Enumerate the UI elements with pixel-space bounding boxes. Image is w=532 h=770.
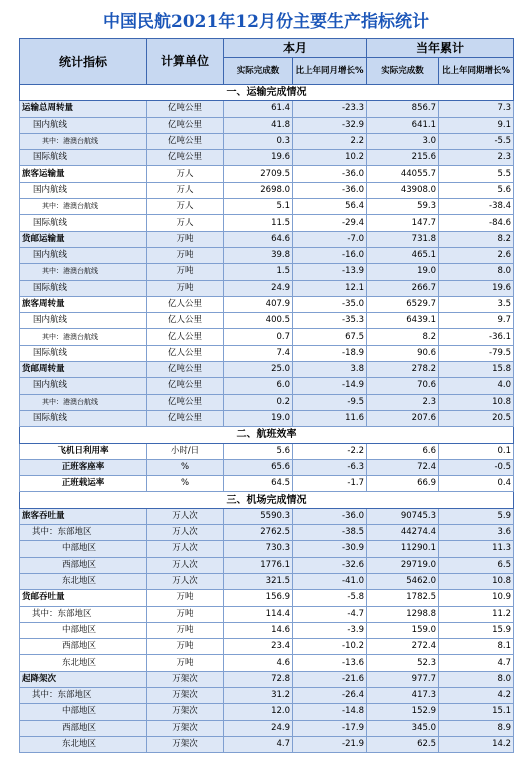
unit-cell: 万人次	[147, 541, 224, 557]
unit-header: 计算单位	[147, 39, 224, 85]
month-yoy-cell: -4.7	[293, 606, 367, 622]
section-row	[20, 427, 514, 443]
month-actual-cell: 1.5	[224, 264, 293, 280]
month-actual-cell: 64.6	[224, 231, 293, 247]
indicator-name: 国际航线	[20, 345, 147, 361]
ytd-yoy-cell: 10.9	[439, 590, 514, 606]
month-actual-cell: 407.9	[224, 296, 293, 312]
month-actual-cell: 2762.5	[224, 525, 293, 541]
table-row	[20, 573, 514, 589]
ytd-yoy-cell: -0.5	[439, 459, 514, 475]
unit-cell: 万人次	[147, 508, 224, 524]
month-actual-cell: 6.0	[224, 378, 293, 394]
table-row	[20, 117, 514, 133]
table-row	[20, 508, 514, 524]
indicator-name: 东北地区	[20, 736, 147, 752]
month-actual-cell: 5.1	[224, 199, 293, 215]
month-yoy-cell: -35.0	[293, 296, 367, 312]
month-actual-cell: 0.2	[224, 394, 293, 410]
month-yoy-cell: -36.0	[293, 166, 367, 182]
ytd-yoy-cell: 15.9	[439, 622, 514, 638]
ytd-actual-cell: 159.0	[367, 622, 439, 638]
unit-cell: 亿吨公里	[147, 410, 224, 426]
unit-cell: 万架次	[147, 687, 224, 703]
table-row	[20, 264, 514, 280]
ytd-actual-cell: 72.4	[367, 459, 439, 475]
section-row	[20, 492, 514, 508]
unit-cell: 亿人公里	[147, 345, 224, 361]
indicator-name: 国内航线	[20, 313, 147, 329]
table-row	[20, 459, 514, 475]
month-yoy-cell: 3.8	[293, 362, 367, 378]
table-row	[20, 101, 514, 117]
ytd-yoy-cell: 8.9	[439, 720, 514, 736]
ytd-yoy-cell: 20.5	[439, 410, 514, 426]
month-actual-cell: 39.8	[224, 247, 293, 263]
unit-cell: 万吨	[147, 280, 224, 296]
month-yoy-cell: -38.5	[293, 525, 367, 541]
unit-cell: 亿吨公里	[147, 378, 224, 394]
ytd-yoy-cell: 15.8	[439, 362, 514, 378]
month-yoy-cell: -29.4	[293, 215, 367, 231]
month-yoy-cell: -2.2	[293, 443, 367, 459]
month-yoy-cell: -23.3	[293, 101, 367, 117]
unit-cell: 万架次	[147, 671, 224, 687]
ytd-actual-cell: 90.6	[367, 345, 439, 361]
ytd-yoy-cell: 3.6	[439, 525, 514, 541]
ytd-yoy-cell: 8.0	[439, 671, 514, 687]
unit-cell: 万人次	[147, 557, 224, 573]
month-yoy-cell: 11.6	[293, 410, 367, 426]
month-actual-cell: 64.5	[224, 476, 293, 492]
table-row	[20, 231, 514, 247]
month-yoy-cell: -18.9	[293, 345, 367, 361]
month-yoy-cell: 10.2	[293, 150, 367, 166]
month-actual-cell: 5590.3	[224, 508, 293, 524]
unit-cell: 亿人公里	[147, 296, 224, 312]
month-yoy-cell: -26.4	[293, 687, 367, 703]
indicator-name: 货邮运输量	[20, 231, 147, 247]
ytd-yoy-cell: 5.9	[439, 508, 514, 524]
month-actual-cell: 114.4	[224, 606, 293, 622]
indicator-name: 国内航线	[20, 378, 147, 394]
indicator-name: 旅客周转量	[20, 296, 147, 312]
unit-cell: 万吨	[147, 639, 224, 655]
table-row	[20, 362, 514, 378]
ytd-actual-cell: 465.1	[367, 247, 439, 263]
ytd-yoy-cell: 8.0	[439, 264, 514, 280]
unit-cell: 万吨	[147, 622, 224, 638]
month-yoy-cell: -17.9	[293, 720, 367, 736]
month-actual-cell: 11.5	[224, 215, 293, 231]
month-yoy-cell: 67.5	[293, 329, 367, 345]
unit-cell: 亿吨公里	[147, 101, 224, 117]
ytd-yoy-cell: -5.5	[439, 133, 514, 149]
month-yoy-cell: 2.2	[293, 133, 367, 149]
table-row	[20, 378, 514, 394]
month-yoy-cell: -13.9	[293, 264, 367, 280]
ytd-actual-cell: 43908.0	[367, 182, 439, 198]
unit-cell: %	[147, 459, 224, 475]
month-actual-cell: 72.8	[224, 671, 293, 687]
month-actual-cell: 24.9	[224, 280, 293, 296]
unit-cell: 万人次	[147, 573, 224, 589]
indicator-name: 中部地区	[20, 622, 147, 638]
ytd-yoy-cell: 19.6	[439, 280, 514, 296]
table-row	[20, 280, 514, 296]
ytd-actual-cell: 70.6	[367, 378, 439, 394]
unit-cell: 万人	[147, 166, 224, 182]
header-row-top	[20, 39, 514, 58]
ytd-actual-cell: 90745.3	[367, 508, 439, 524]
indicator-name: 国际航线	[20, 280, 147, 296]
ytd-yoy-cell: 10.8	[439, 394, 514, 410]
month-actual-cell: 25.0	[224, 362, 293, 378]
month-actual-cell: 5.6	[224, 443, 293, 459]
unit-cell: %	[147, 476, 224, 492]
ytd-yoy-cell: -38.4	[439, 199, 514, 215]
unit-cell: 亿人公里	[147, 313, 224, 329]
unit-cell: 小时/日	[147, 443, 224, 459]
indicator-name: 西部地区	[20, 557, 147, 573]
month-actual-cell: 0.7	[224, 329, 293, 345]
month-actual-header: 实际完成数	[224, 58, 293, 85]
ytd-yoy-cell: 8.2	[439, 231, 514, 247]
ytd-yoy-cell: 5.6	[439, 182, 514, 198]
table-row	[20, 687, 514, 703]
unit-cell: 亿吨公里	[147, 394, 224, 410]
indicator-name: 旅客吞吐量	[20, 508, 147, 524]
indicator-name: 其中：东部地区	[20, 525, 147, 541]
month-actual-cell: 1776.1	[224, 557, 293, 573]
unit-cell: 亿吨公里	[147, 150, 224, 166]
indicator-name: 国际航线	[20, 410, 147, 426]
unit-cell: 亿吨公里	[147, 117, 224, 133]
month-yoy-cell: 12.1	[293, 280, 367, 296]
table-row	[20, 247, 514, 263]
table-row	[20, 476, 514, 492]
month-yoy-cell: -32.9	[293, 117, 367, 133]
ytd-header: 当年累计	[367, 39, 514, 58]
month-actual-cell: 4.7	[224, 736, 293, 752]
month-yoy-cell: -35.3	[293, 313, 367, 329]
table-row	[20, 622, 514, 638]
table-row	[20, 199, 514, 215]
unit-cell: 万人次	[147, 525, 224, 541]
ytd-actual-cell: 977.7	[367, 671, 439, 687]
ytd-yoy-cell: 4.7	[439, 655, 514, 671]
month-yoy-cell: -13.6	[293, 655, 367, 671]
ytd-yoy-cell: 4.0	[439, 378, 514, 394]
indicator-name: 其中：港澳台航线	[20, 199, 147, 215]
ytd-yoy-cell: 14.2	[439, 736, 514, 752]
indicator-name: 正班客座率	[20, 459, 147, 475]
indicator-name: 中部地区	[20, 541, 147, 557]
ytd-actual-cell: 278.2	[367, 362, 439, 378]
month-yoy-cell: -6.3	[293, 459, 367, 475]
ytd-actual-cell: 417.3	[367, 687, 439, 703]
indicator-name: 西部地区	[20, 639, 147, 655]
month-yoy-cell: -21.6	[293, 671, 367, 687]
ytd-actual-cell: 44055.7	[367, 166, 439, 182]
month-actual-cell: 730.3	[224, 541, 293, 557]
table-row	[20, 557, 514, 573]
ytd-actual-cell: 8.2	[367, 329, 439, 345]
ytd-actual-cell: 66.9	[367, 476, 439, 492]
indicator-name: 旅客运输量	[20, 166, 147, 182]
table-row	[20, 655, 514, 671]
indicator-name: 其中：东部地区	[20, 606, 147, 622]
month-actual-cell: 2698.0	[224, 182, 293, 198]
ytd-yoy-cell: 0.4	[439, 476, 514, 492]
indicator-name: 运输总周转量	[20, 101, 147, 117]
month-yoy-cell: -32.6	[293, 557, 367, 573]
unit-cell: 万吨	[147, 247, 224, 263]
month-actual-cell: 24.9	[224, 720, 293, 736]
month-actual-cell: 156.9	[224, 590, 293, 606]
ytd-actual-cell: 5462.0	[367, 573, 439, 589]
month-yoy-cell: -1.7	[293, 476, 367, 492]
indicator-name: 其中：东部地区	[20, 687, 147, 703]
month-header: 本月	[224, 39, 367, 58]
month-actual-cell: 7.4	[224, 345, 293, 361]
month-yoy-cell: -5.8	[293, 590, 367, 606]
table-row	[20, 590, 514, 606]
ytd-actual-cell: 3.0	[367, 133, 439, 149]
month-yoy-cell: -21.9	[293, 736, 367, 752]
ytd-yoy-cell: 0.1	[439, 443, 514, 459]
table-row	[20, 182, 514, 198]
unit-cell: 万吨	[147, 590, 224, 606]
unit-cell: 万架次	[147, 736, 224, 752]
ytd-yoy-cell: 4.2	[439, 687, 514, 703]
ytd-yoy-header: 比上年同期增长%	[439, 58, 514, 85]
unit-cell: 万人	[147, 182, 224, 198]
month-actual-cell: 31.2	[224, 687, 293, 703]
table-row	[20, 720, 514, 736]
unit-cell: 万吨	[147, 264, 224, 280]
month-actual-cell: 65.6	[224, 459, 293, 475]
indicator-name: 国际航线	[20, 150, 147, 166]
indicator-name: 货邮周转量	[20, 362, 147, 378]
table-row	[20, 443, 514, 459]
unit-cell: 亿人公里	[147, 329, 224, 345]
ytd-yoy-cell: 5.5	[439, 166, 514, 182]
ytd-actual-cell: 731.8	[367, 231, 439, 247]
unit-cell: 万架次	[147, 704, 224, 720]
section-title: 三、机场完成情况	[20, 492, 514, 508]
ytd-yoy-cell: 6.5	[439, 557, 514, 573]
indicator-name: 其中：港澳台航线	[20, 329, 147, 345]
ytd-yoy-cell: 10.8	[439, 573, 514, 589]
ytd-actual-cell: 856.7	[367, 101, 439, 117]
section-row	[20, 85, 514, 101]
table-row	[20, 736, 514, 752]
ytd-yoy-cell: 8.1	[439, 639, 514, 655]
table-row	[20, 345, 514, 361]
ytd-actual-cell: 52.3	[367, 655, 439, 671]
month-yoy-cell: -14.9	[293, 378, 367, 394]
ytd-yoy-cell: -36.1	[439, 329, 514, 345]
ytd-yoy-cell: 9.1	[439, 117, 514, 133]
month-yoy-cell: -36.0	[293, 508, 367, 524]
indicator-name: 国内航线	[20, 117, 147, 133]
ytd-actual-cell: 272.4	[367, 639, 439, 655]
table-row	[20, 133, 514, 149]
ytd-actual-cell: 11290.1	[367, 541, 439, 557]
indicator-name: 其中：港澳台航线	[20, 264, 147, 280]
month-actual-cell: 23.4	[224, 639, 293, 655]
indicator-name: 国内航线	[20, 182, 147, 198]
ytd-actual-cell: 19.0	[367, 264, 439, 280]
month-actual-cell: 2709.5	[224, 166, 293, 182]
indicator-name: 其中：港澳台航线	[20, 394, 147, 410]
ytd-actual-cell: 62.5	[367, 736, 439, 752]
ytd-yoy-cell: 3.5	[439, 296, 514, 312]
page-title: 中国民航2021年12月份主要生产指标统计	[103, 12, 429, 32]
table-row	[20, 541, 514, 557]
table-row	[20, 329, 514, 345]
month-actual-cell: 4.6	[224, 655, 293, 671]
ytd-actual-cell: 6529.7	[367, 296, 439, 312]
ytd-actual-cell: 59.3	[367, 199, 439, 215]
month-yoy-cell: -16.0	[293, 247, 367, 263]
unit-cell: 万人	[147, 199, 224, 215]
indicator-name: 国内航线	[20, 247, 147, 263]
table-row	[20, 525, 514, 541]
table-row	[20, 606, 514, 622]
ytd-actual-cell: 29719.0	[367, 557, 439, 573]
ytd-yoy-cell: 11.2	[439, 606, 514, 622]
ytd-actual-cell: 1298.8	[367, 606, 439, 622]
ytd-actual-cell: 6.6	[367, 443, 439, 459]
table-row	[20, 166, 514, 182]
table-row	[20, 150, 514, 166]
table-row	[20, 639, 514, 655]
month-yoy-cell: 56.4	[293, 199, 367, 215]
month-actual-cell: 321.5	[224, 573, 293, 589]
ytd-actual-cell: 266.7	[367, 280, 439, 296]
ytd-yoy-cell: 7.3	[439, 101, 514, 117]
table-row	[20, 704, 514, 720]
ytd-actual-cell: 2.3	[367, 394, 439, 410]
indicator-name: 正班载运率	[20, 476, 147, 492]
month-yoy-cell: -36.0	[293, 182, 367, 198]
section-title: 二、航班效率	[20, 427, 514, 443]
unit-cell: 万吨	[147, 606, 224, 622]
ytd-actual-cell: 147.7	[367, 215, 439, 231]
month-yoy-header: 比上年同月增长%	[293, 58, 367, 85]
ytd-actual-header: 实际完成数	[367, 58, 439, 85]
month-yoy-cell: -14.8	[293, 704, 367, 720]
unit-cell: 万吨	[147, 655, 224, 671]
ytd-actual-cell: 207.6	[367, 410, 439, 426]
table-row	[20, 313, 514, 329]
month-actual-cell: 14.6	[224, 622, 293, 638]
ytd-yoy-cell: 15.1	[439, 704, 514, 720]
indicator-name: 货邮吞吐量	[20, 590, 147, 606]
month-yoy-cell: -10.2	[293, 639, 367, 655]
ytd-yoy-cell: 2.3	[439, 150, 514, 166]
month-actual-cell: 19.6	[224, 150, 293, 166]
indicator-name: 飞机日利用率	[20, 443, 147, 459]
table-row	[20, 410, 514, 426]
indicator-header: 统计指标	[20, 39, 147, 85]
ytd-actual-cell: 641.1	[367, 117, 439, 133]
indicator-name: 其中：港澳台航线	[20, 133, 147, 149]
month-yoy-cell: -3.9	[293, 622, 367, 638]
ytd-actual-cell: 44274.4	[367, 525, 439, 541]
table-row	[20, 671, 514, 687]
unit-cell: 亿吨公里	[147, 133, 224, 149]
ytd-actual-cell: 215.6	[367, 150, 439, 166]
month-actual-cell: 19.0	[224, 410, 293, 426]
month-actual-cell: 61.4	[224, 101, 293, 117]
ytd-actual-cell: 345.0	[367, 720, 439, 736]
ytd-yoy-cell: 2.6	[439, 247, 514, 263]
statistics-table	[19, 38, 514, 753]
ytd-yoy-cell: 9.7	[439, 313, 514, 329]
indicator-name: 东北地区	[20, 655, 147, 671]
month-actual-cell: 12.0	[224, 704, 293, 720]
month-yoy-cell: -30.9	[293, 541, 367, 557]
indicator-name: 中部地区	[20, 704, 147, 720]
unit-cell: 万吨	[147, 231, 224, 247]
unit-cell: 万架次	[147, 720, 224, 736]
table-row	[20, 394, 514, 410]
indicator-name: 国际航线	[20, 215, 147, 231]
table-row	[20, 215, 514, 231]
section-title: 一、运输完成情况	[20, 85, 514, 101]
ytd-yoy-cell: -79.5	[439, 345, 514, 361]
unit-cell: 万人	[147, 215, 224, 231]
month-yoy-cell: -7.0	[293, 231, 367, 247]
ytd-actual-cell: 152.9	[367, 704, 439, 720]
month-yoy-cell: -41.0	[293, 573, 367, 589]
indicator-name: 西部地区	[20, 720, 147, 736]
indicator-name: 东北地区	[20, 573, 147, 589]
unit-cell: 亿吨公里	[147, 362, 224, 378]
ytd-actual-cell: 6439.1	[367, 313, 439, 329]
table-row	[20, 296, 514, 312]
ytd-yoy-cell: -84.6	[439, 215, 514, 231]
month-actual-cell: 0.3	[224, 133, 293, 149]
indicator-name: 起降架次	[20, 671, 147, 687]
month-actual-cell: 41.8	[224, 117, 293, 133]
month-actual-cell: 400.5	[224, 313, 293, 329]
ytd-actual-cell: 1782.5	[367, 590, 439, 606]
ytd-yoy-cell: 11.3	[439, 541, 514, 557]
month-yoy-cell: -9.5	[293, 394, 367, 410]
